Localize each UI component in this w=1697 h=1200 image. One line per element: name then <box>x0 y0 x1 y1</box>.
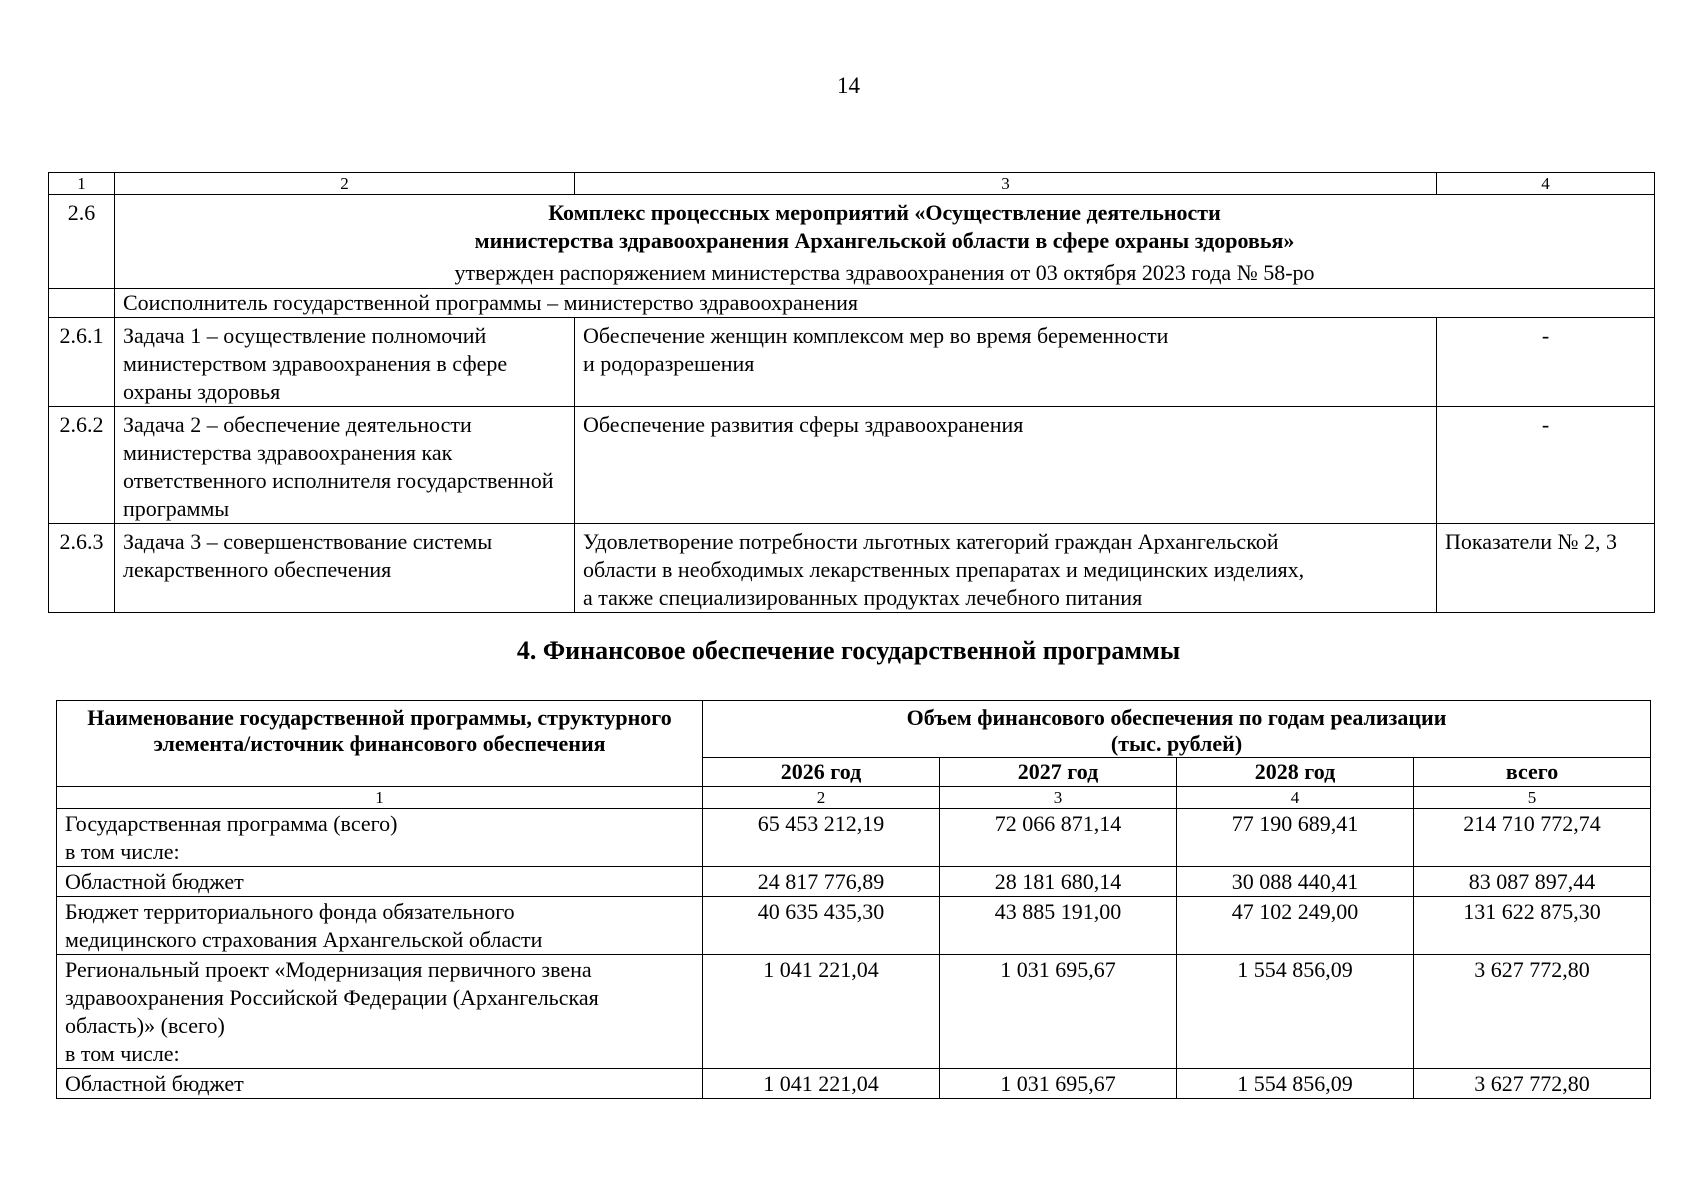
finance-value: 1 554 856,09 <box>1177 1069 1414 1099</box>
finance-value: 1 031 695,67 <box>940 955 1177 1069</box>
complex-title-line1: Комплекс процессных мероприятий «Осуществление деятельности <box>548 200 1221 225</box>
finance-value: 1 041 221,04 <box>703 955 940 1069</box>
volume-header-line2: (тыс. рублей) <box>1110 731 1243 756</box>
finance-value: 83 087 897,44 <box>1414 867 1651 897</box>
task-number: 2.6.2 <box>49 407 115 524</box>
finance-table <box>56 700 1651 1099</box>
finance-row-name <box>57 955 703 1069</box>
finance-row-name: Областной бюджет <box>57 1069 703 1099</box>
task-result-line: и родоразрешения <box>583 351 755 376</box>
finance-value: 1 041 221,04 <box>703 1069 940 1099</box>
tasks-header-row <box>49 173 1655 195</box>
task-row <box>49 407 1655 524</box>
year-header: 2027 год <box>940 758 1177 787</box>
finance-value: 214 710 772,74 <box>1414 809 1651 867</box>
finance-value: 24 817 776,89 <box>703 867 940 897</box>
coexecutor-row <box>49 289 1655 318</box>
total-header: всего <box>1414 758 1651 787</box>
complex-title <box>115 195 1655 289</box>
column-number: 1 <box>49 173 115 195</box>
complex-number: 2.6 <box>49 195 115 289</box>
column-number: 4 <box>1437 173 1655 195</box>
task-result <box>575 524 1437 613</box>
finance-row-name <box>57 809 703 867</box>
task-text: Задача 2 – обеспечение деятельности министерства здравоохранения как ответственного исполнителя государственной программы <box>115 407 575 524</box>
name-column-header: Наименование государственной программы, структурного элемента/источник финансового обеспечения <box>57 701 703 787</box>
finance-value: 72 066 871,14 <box>940 809 1177 867</box>
finance-row <box>57 955 1651 1069</box>
column-number: 3 <box>940 787 1177 809</box>
finance-value: 3 627 772,80 <box>1414 1069 1651 1099</box>
finance-value: 1 031 695,67 <box>940 1069 1177 1099</box>
finance-row <box>57 867 1651 897</box>
column-number: 3 <box>575 173 1437 195</box>
complex-row <box>49 195 1655 289</box>
finance-row <box>57 809 1651 867</box>
finance-value: 77 190 689,41 <box>1177 809 1414 867</box>
complex-title-line2: министерства здравоохранения Архангельской области в сфере охраны здоровья» <box>474 228 1295 253</box>
task-indicator: Показатели № 2, 3 <box>1437 524 1655 613</box>
column-number: 1 <box>57 787 703 809</box>
task-result-line: области в необходимых лекарственных препаратах и медицинских изделиях, <box>583 557 1305 582</box>
task-text: Задача 1 – осуществление полномочий министерством здравоохранения в сфере охраны здоровья <box>115 318 575 407</box>
finance-row-name-line: медицинского страхования Архангельской области <box>65 927 543 952</box>
finance-row-name-line: здравоохранения Российской Федерации (Архангельская <box>65 985 599 1010</box>
finance-value: 131 622 875,30 <box>1414 897 1651 955</box>
column-number: 2 <box>115 173 575 195</box>
column-number: 2 <box>703 787 940 809</box>
finance-row-name-line: область)» (всего) <box>65 1013 225 1038</box>
finance-value: 28 181 680,14 <box>940 867 1177 897</box>
finance-row-name <box>57 897 703 955</box>
finance-row-name-line: Государственная программа (всего) <box>65 811 398 836</box>
empty-cell <box>49 289 115 318</box>
finance-row-name-line: Бюджет территориального фонда обязательного <box>65 899 515 924</box>
column-numbers-row <box>57 787 1651 809</box>
finance-row-name-line: Региональный проект «Модернизация первичного звена <box>65 957 592 982</box>
finance-row-name: Областной бюджет <box>57 867 703 897</box>
coexecutor-text: Соисполнитель государственной программы – министерство здравоохранения <box>115 289 1655 318</box>
year-header: 2026 год <box>703 758 940 787</box>
task-result-line: Удовлетворение потребности льготных категорий граждан Архангельской <box>583 529 1279 554</box>
task-result-line: а также специализированных продуктах лечебного питания <box>583 585 1143 610</box>
column-number: 5 <box>1414 787 1651 809</box>
finance-value: 1 554 856,09 <box>1177 955 1414 1069</box>
section-heading: 4. Финансовое обеспечение государственной программы <box>516 636 1181 665</box>
task-row <box>49 524 1655 613</box>
tasks-table <box>48 172 1655 613</box>
task-row <box>49 318 1655 407</box>
finance-row <box>57 897 1651 955</box>
task-indicator: - <box>1437 407 1655 524</box>
finance-row-name-line: в том числе: <box>65 1041 180 1066</box>
task-number: 2.6.1 <box>49 318 115 407</box>
volume-header <box>703 701 1651 758</box>
task-result <box>575 318 1437 407</box>
finance-value: 3 627 772,80 <box>1414 955 1651 1069</box>
finance-row-name-line: в том числе: <box>65 839 180 864</box>
finance-row <box>57 1069 1651 1099</box>
finance-value: 43 885 191,00 <box>940 897 1177 955</box>
finance-value: 30 088 440,41 <box>1177 867 1414 897</box>
task-number: 2.6.3 <box>49 524 115 613</box>
finance-value: 40 635 435,30 <box>703 897 940 955</box>
task-result-line: Обеспечение развития сферы здравоохранения <box>583 412 1024 437</box>
task-indicator: - <box>1437 318 1655 407</box>
year-header: 2028 год <box>1177 758 1414 787</box>
page-number: 14 <box>837 73 860 98</box>
task-result <box>575 407 1437 524</box>
complex-approval: утвержден распоряжением министерства здравоохранения от 03 октября 2023 года № 58-ро <box>454 260 1315 285</box>
task-result-line: Обеспечение женщин комплексом мер во время беременности <box>583 323 1169 348</box>
finance-header-row <box>57 701 1651 758</box>
finance-value: 47 102 249,00 <box>1177 897 1414 955</box>
task-text: Задача 3 – совершенствование системы лекарственного обеспечения <box>115 524 575 613</box>
column-number: 4 <box>1177 787 1414 809</box>
finance-value: 65 453 212,19 <box>703 809 940 867</box>
volume-header-line1: Объем финансового обеспечения по годам реализации <box>906 705 1447 730</box>
